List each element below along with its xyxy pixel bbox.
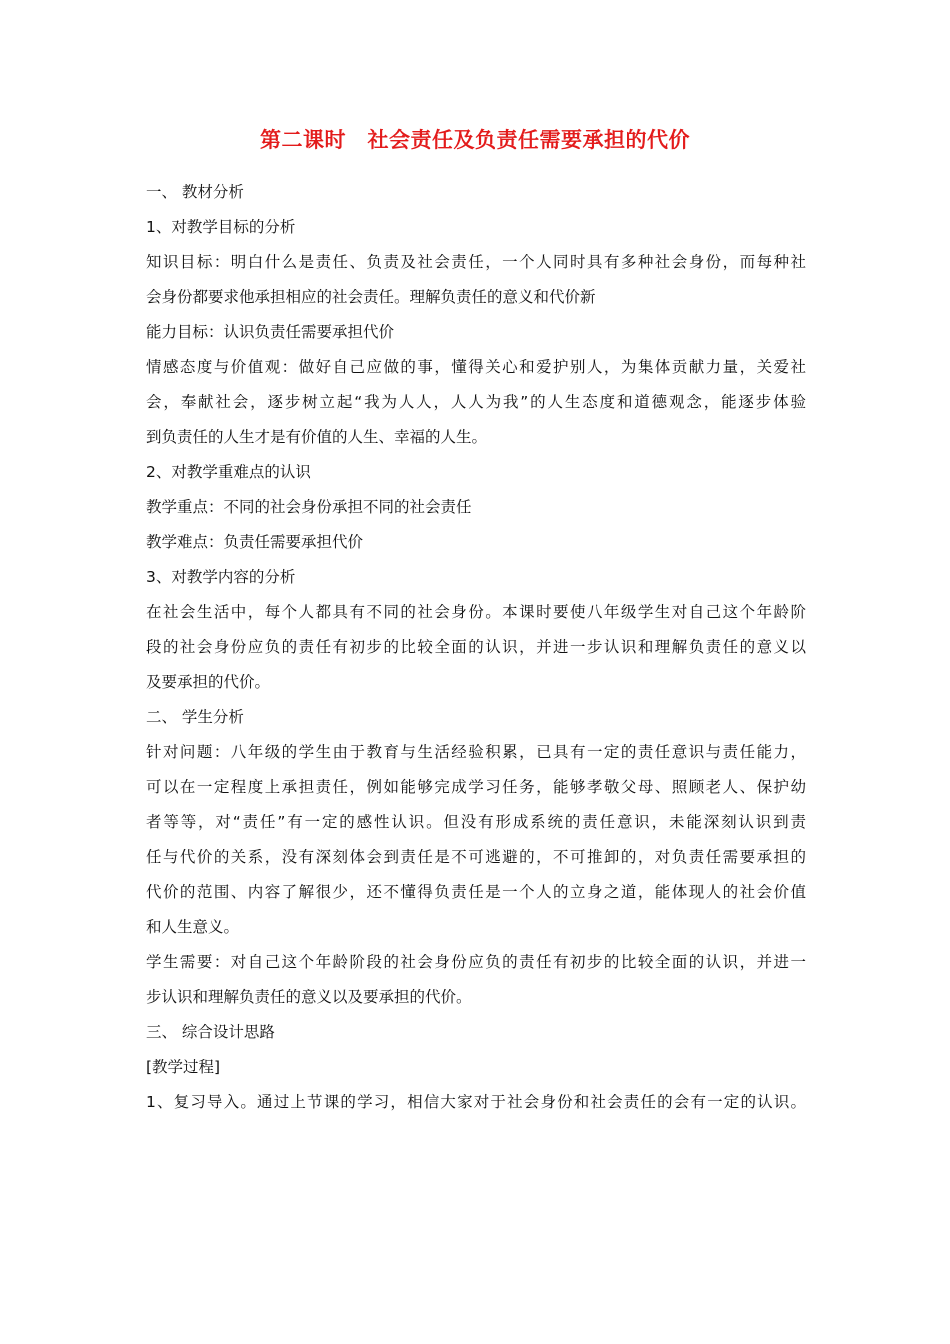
document-body [146, 175, 806, 1120]
text-line: 针对问题：八年级的学生由于教育与生活经验积累，已具有一定的责任意识与责任能力， [146, 743, 806, 761]
text-line: 学生需要：对自己这个年龄阶段的社会身份应负的责任有初步的比较全面的认识，并进一 [146, 953, 806, 971]
text-line: 一、 教材分析 [146, 183, 244, 201]
text-line: 2、对教学重难点的认识 [146, 463, 311, 481]
text-line: 到负责任的人生才是有价值的人生、幸福的人生。 [146, 428, 488, 446]
text-line: 教学难点：负责任需要承担代价 [146, 533, 364, 551]
text-line: 1、对教学目标的分析 [146, 218, 296, 236]
text-line: 者等等，对“责任”有一定的感性认识。但没有形成系统的责任意识，未能深刻认识到责 [146, 813, 806, 831]
text-line: 教学重点：不同的社会身份承担不同的社会责任 [146, 498, 472, 516]
text-line: 会身份都要求他承担相应的社会责任。理解负责任的意义和代价新 [146, 288, 596, 306]
document-title: 第二课时 社会责任及负责任需要承担的代价 [260, 128, 690, 152]
text-line: 二、 学生分析 [146, 708, 244, 726]
text-line: 步认识和理解负责任的意义以及要承担的代价。 [146, 988, 472, 1006]
text-line: 代价的范围、内容了解很少，还不懂得负责任是一个人的立身之道，能体现人的社会价值 [146, 883, 806, 901]
text-line: 1、复习导入。通过上节课的学习，相信大家对于社会身份和社会责任的会有一定的认识。 [146, 1093, 806, 1111]
text-line: 能力目标：认识负责任需要承担代价 [146, 323, 395, 341]
text-line: 及要承担的代价。 [146, 673, 271, 691]
text-line: [教学过程] [146, 1058, 221, 1076]
text-line: 和人生意义。 [146, 918, 240, 936]
text-line: 知识目标：明白什么是责任、负责及社会责任，一个人同时具有多种社会身份，而每种社 [146, 253, 806, 271]
text-line: 可以在一定程度上承担责任，例如能够完成学习任务，能够孝敬父母、照顾老人、保护幼 [146, 778, 806, 796]
text-line: 情感态度与价值观：做好自己应做的事，懂得关心和爱护别人，为集体贡献力量，关爱社 [146, 358, 806, 376]
text-line: 任与代价的关系，没有深刻体会到责任是不可逃避的，不可推卸的，对负责任需要承担的 [146, 848, 806, 866]
text-line: 段的社会身份应负的责任有初步的比较全面的认识，并进一步认识和理解负责任的意义以 [146, 638, 806, 656]
text-line: 三、 综合设计思路 [146, 1023, 275, 1041]
text-line: 3、对教学内容的分析 [146, 568, 296, 586]
text-line: 在社会生活中，每个人都具有不同的社会身份。本课时要使八年级学生对自己这个年龄阶 [146, 603, 806, 621]
text-line: 会，奉献社会，逐步树立起“我为人人，人人为我”的人生态度和道德观念，能逐步体验 [146, 393, 806, 411]
